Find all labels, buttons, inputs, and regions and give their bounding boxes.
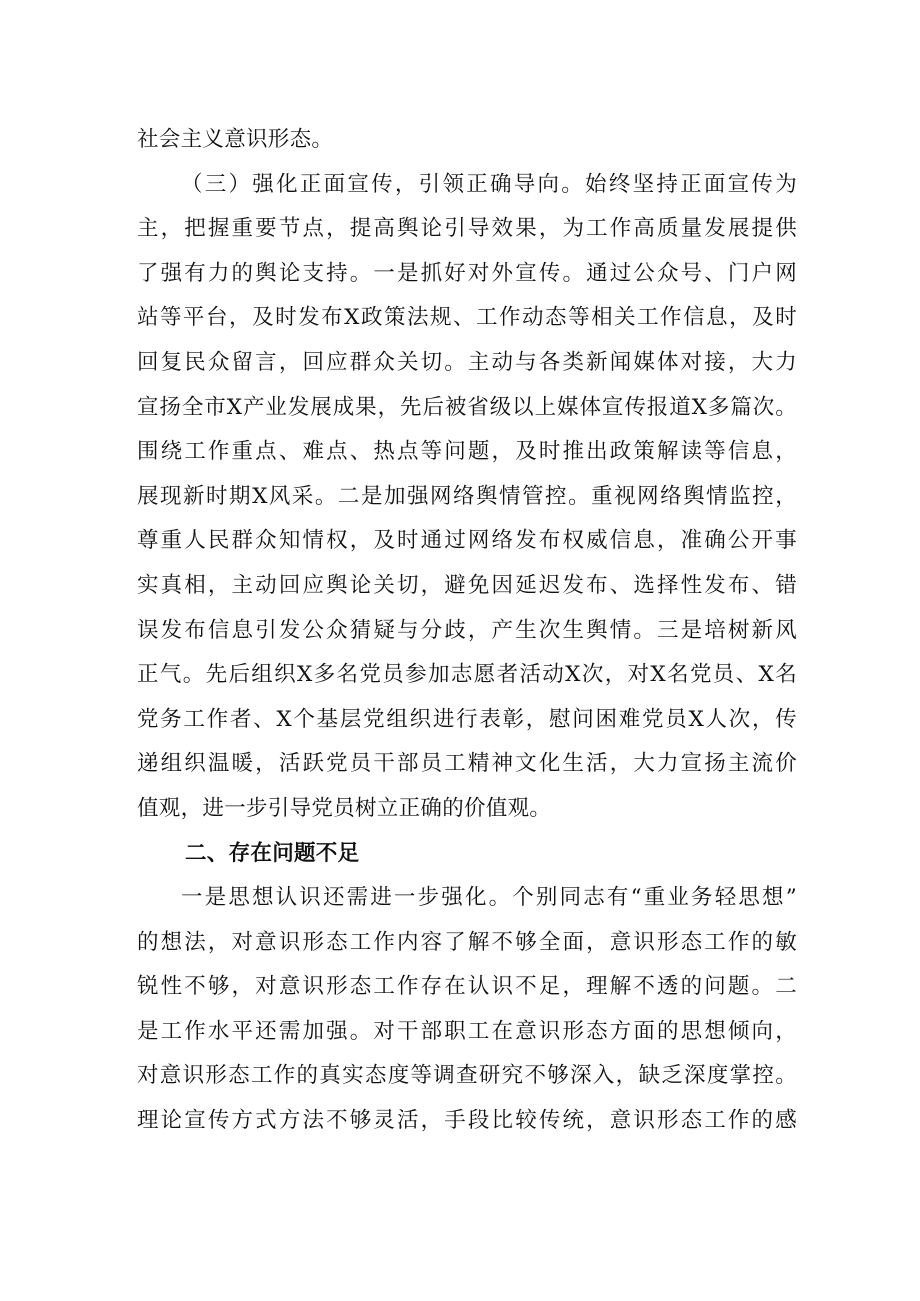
paragraph-line: 正气。先后组织X多名党员参加志愿者活动X次，对X名党员、X名: [137, 662, 797, 688]
section-heading: 二、存在问题不足: [185, 840, 360, 866]
paragraph-line: 值观，进一步引导党员树立正确的价值观。: [137, 795, 552, 821]
paragraph-line: 尊重人民群众知情权，及时通过网络发布权威信息，准确公开事: [137, 528, 797, 554]
paragraph-line: （三）强化正面宣传，引领正确导向。始终坚持正面宣传为: [181, 171, 797, 197]
document-body: [137, 118, 797, 1144]
paragraph-line: 对意识形态工作的真实态度等调查研究不够深入，缺乏深度掌控。: [137, 1063, 797, 1089]
paragraph-line: 展现新时期X风采。二是加强网络舆情管控。重视网络舆情监控，: [137, 483, 797, 509]
paragraph-line: 社会主义意识形态。: [137, 127, 334, 152]
paragraph-line: 的想法，对意识形态工作内容了解不够全面，意识形态工作的敏: [137, 929, 797, 955]
paragraph-line: 围绕工作重点、难点、热点等问题，及时推出政策解读等信息，: [137, 439, 797, 465]
paragraph-line: 宣扬全市X产业发展成果，先后被省级以上媒体宣传报道X多篇次。: [137, 394, 797, 420]
paragraph-line: 递组织温暖，活跃党员干部员工精神文化生活，大力宣扬主流价: [137, 751, 797, 777]
paragraph-line: 误发布信息引发公众猜疑与分歧，产生次生舆情。三是培树新风: [137, 617, 797, 643]
paragraph-line: 了强有力的舆论支持。一是抓好对外宣传。通过公众号、门户网: [137, 260, 797, 286]
paragraph-line: 锐性不够，对意识形态工作存在认识不足，理解不透的问题。二: [137, 974, 797, 1000]
paragraph-line: 站等平台，及时发布X政策法规、工作动态等相关工作信息，及时: [137, 305, 797, 331]
paragraph-line: 一是思想认识还需进一步强化。个别同志有“重业务轻思想”: [181, 885, 797, 911]
paragraph-line: 实真相，主动回应舆论关切，避免因延迟发布、选择性发布、错: [137, 572, 797, 598]
paragraph-line: 是工作水平还需加强。对干部职工在意识形态方面的思想倾向，: [137, 1018, 797, 1044]
paragraph-line: 主，把握重要节点，提高舆论引导效果，为工作高质量发展提供: [137, 216, 797, 242]
paragraph-line: 回复民众留言，回应群众关切。主动与各类新闻媒体对接，大力: [137, 349, 797, 375]
paragraph-line: 理论宣传方式方法不够灵活，手段比较传统，意识形态工作的感: [137, 1108, 797, 1134]
paragraph-line: 党务工作者、X个基层党组织进行表彰，慰问困难党员X人次，传: [137, 706, 797, 732]
